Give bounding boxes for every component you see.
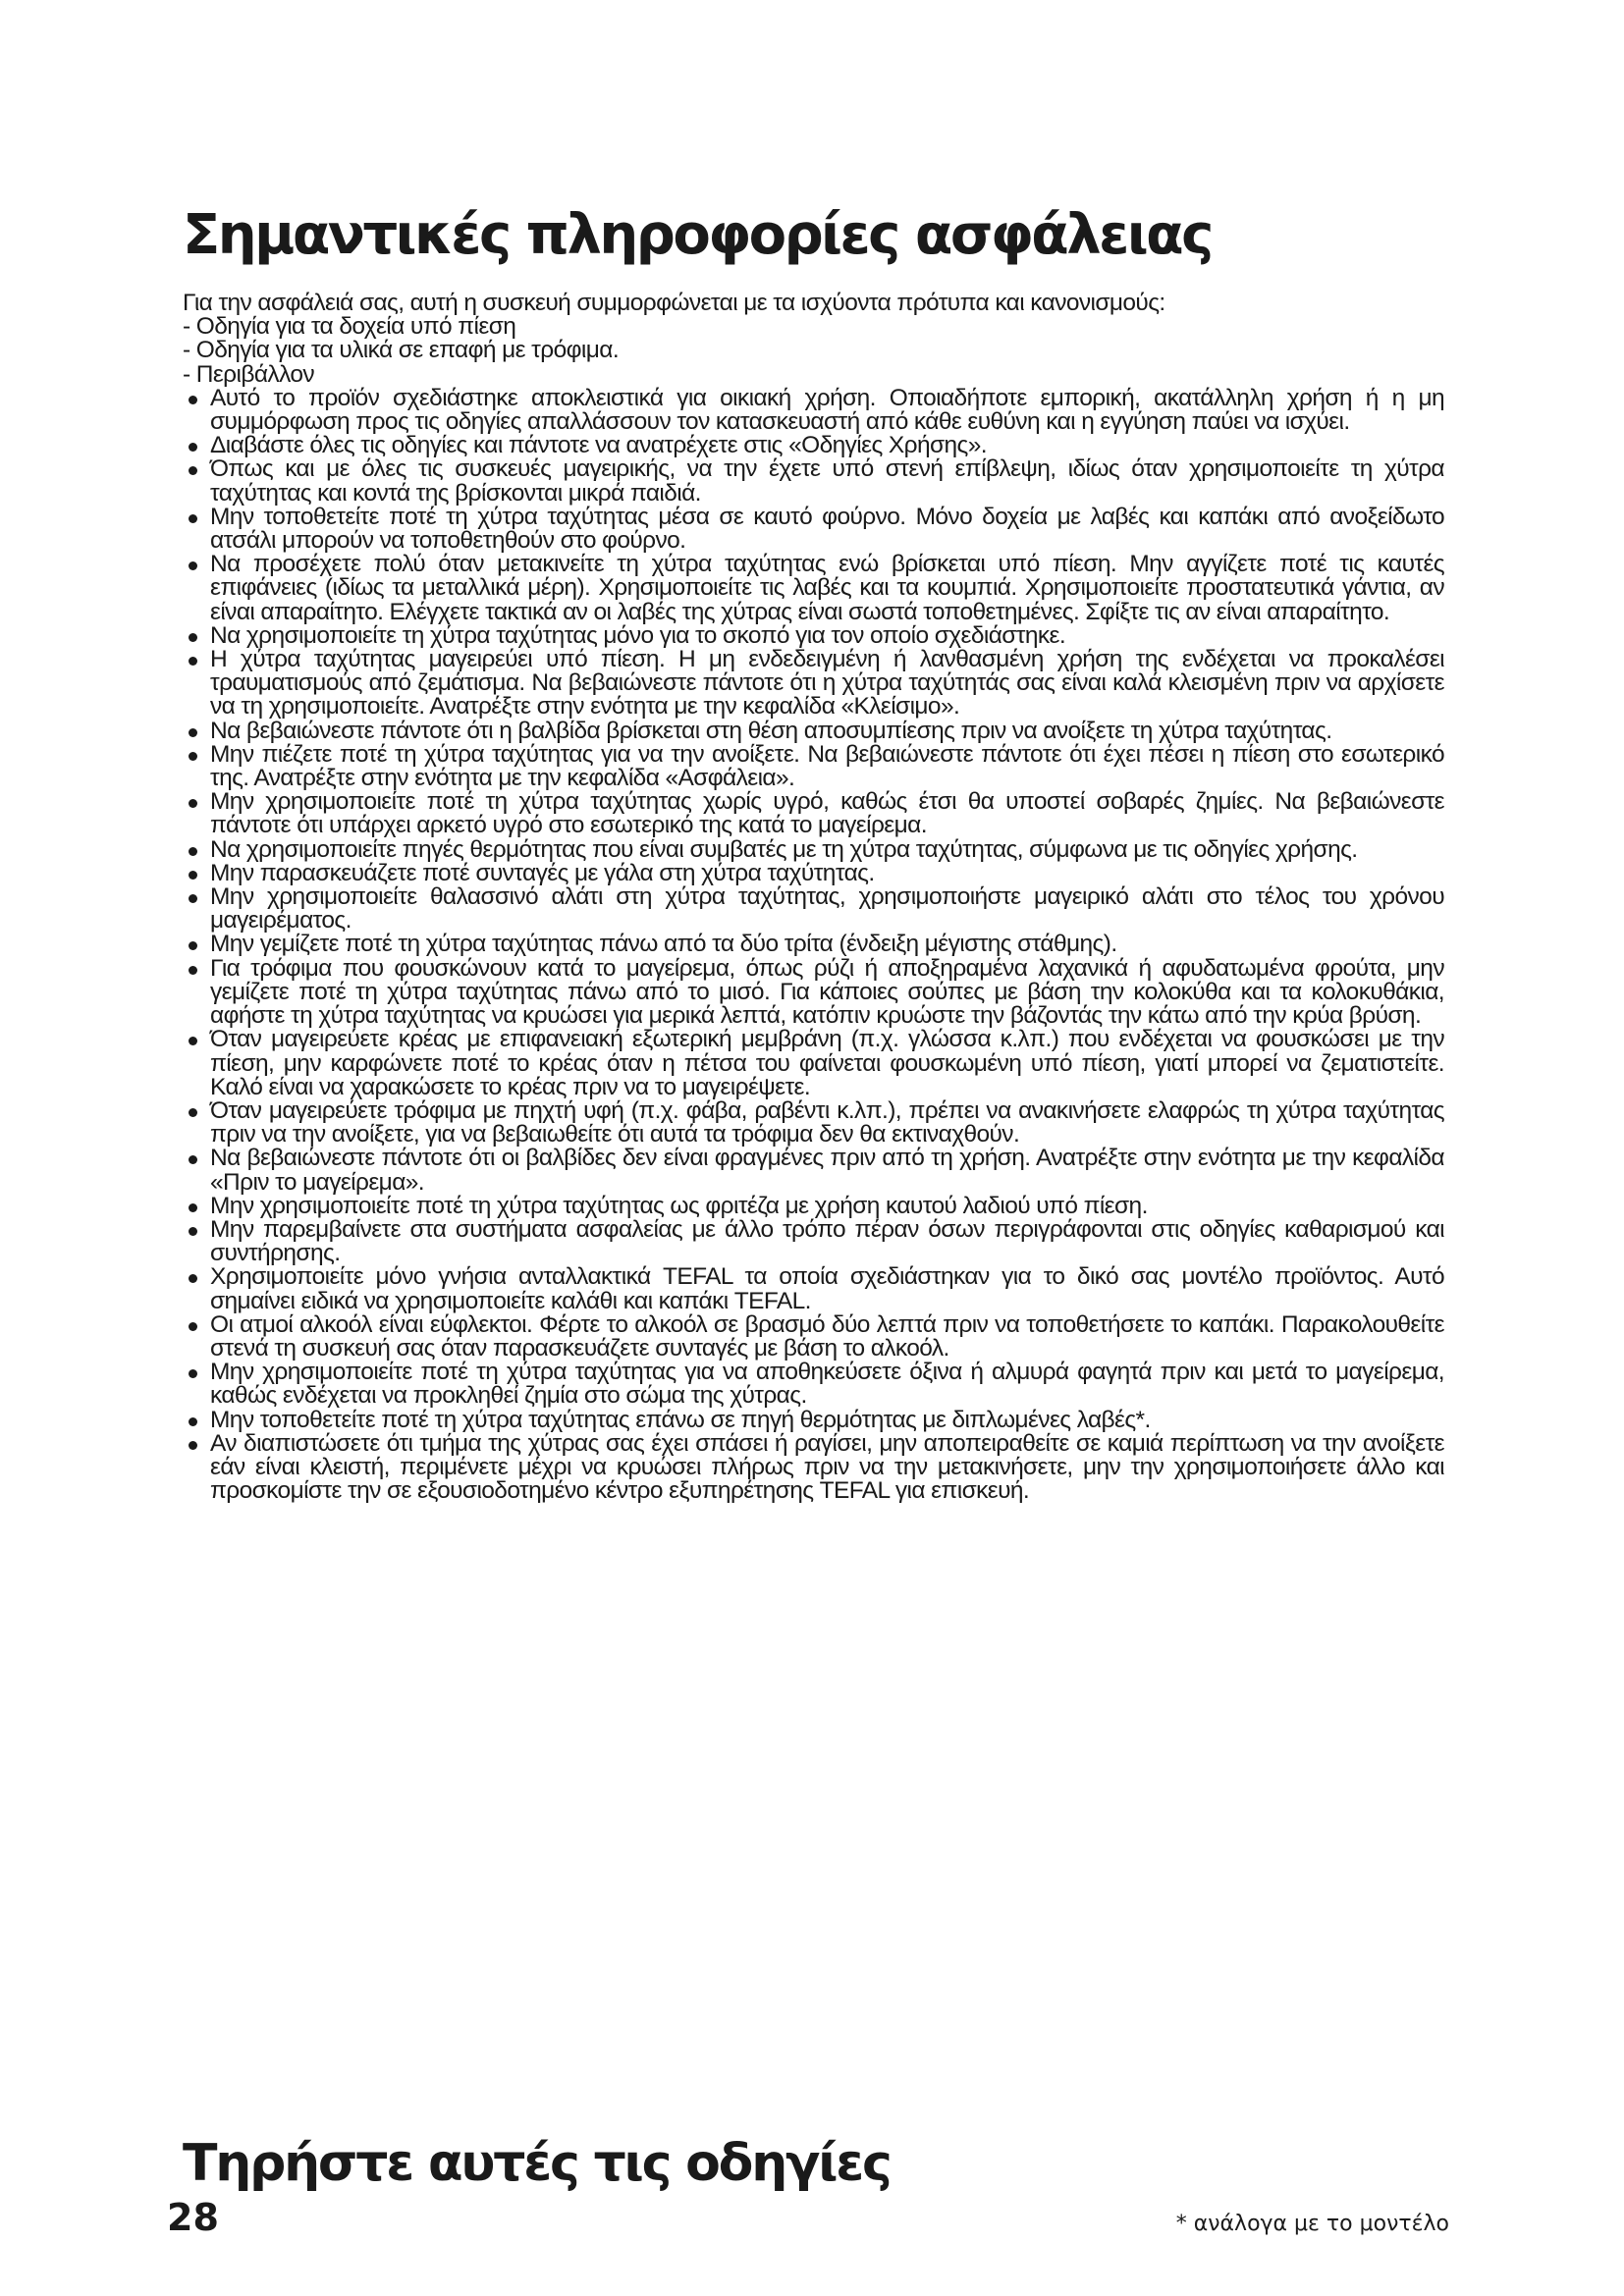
- list-item: Όταν μαγειρεύετε κρέας με επιφανειακή εξωτερική μεμβράνη (π.χ. γλώσσα κ.λπ.) που ενδέχεται να φουσκώσει με την πίεση, μην καρφώνετε ποτέ το κρέας όταν η πέτσα του φαίνεται φουσκωμένη υπό πίεση, γιατί μπορεί να ζεματιστείτε. Καλό είναι να χαρακώσετε το κρέας πριν να το μαγειρέψετε.: [183, 1028, 1444, 1099]
- intro-line: Για την ασφάλειά σας, αυτή η συσκευή συμμορφώνεται με τα ισχύοντα πρότυπα και κανονισμούς:: [183, 290, 1165, 316]
- list-item: Διαβάστε όλες τις οδηγίες και πάντοτε να ανατρέχετε στις «Οδηγίες Χρήσης».: [183, 434, 1444, 457]
- list-item: Μην χρησιμοποιείτε ποτέ τη χύτρα ταχύτητας ως φριτέζα με χρήση καυτού λαδιού υπό πίεση.: [183, 1195, 1444, 1218]
- list-item: Μην χρησιμοποιείτε ποτέ τη χύτρα ταχύτητας για να αποθηκεύσετε όξινα ή αλμυρά φαγητά πριν και μετά το μαγείρεμα, καθώς ενδέχεται να προκληθεί ζημία στο σώμα της χύτρας.: [183, 1361, 1444, 1408]
- list-item: Αυτό το προϊόν σχεδιάστηκε αποκλειστικά για οικιακή χρήση. Οποιαδήποτε εμπορική, ακατάλληλη χρήση ή η μη συμμόρφωση προς τις οδηγίες απαλλάσσουν τον κατασκευαστή από κάθε ευθύνη και η εγγύηση παύει να ισχύει.: [183, 387, 1444, 434]
- list-item: Να βεβαιώνεστε πάντοτε ότι η βαλβίδα βρίσκεται στη θέση αποσυμπίεσης πριν να ανοίξετε τη χύτρα ταχύτητας.: [183, 720, 1444, 743]
- list-item: Μην πιέζετε ποτέ τη χύτρα ταχύτητας για να την ανοίξετε. Να βεβαιώνεστε πάντοτε ότι έχει πέσει η πίεση στο εσωτερικό της. Ανατρέξτε στην ενότητα με την κεφαλίδα «Ασφάλεια».: [183, 743, 1444, 790]
- footnote: * ανάλογα με το μοντέλο: [1175, 2212, 1449, 2236]
- list-item: Για τρόφιμα που φουσκώνουν κατά το μαγείρεμα, όπως ρύζι ή αποξηραμένα λαχανικά ή αφυδατωμένα φρούτα, μην γεμίζετε ποτέ τη χύτρα ταχύτητας πάνω από το μισό. Για κάποιες σούπες με βάση την κολοκύθα και τα κολοκυθάκια, αφήστε τη χύτρα ταχύτητας να κρυώσει για μερικά λεπτά, κατόπιν κρυώστε την βάζοντάς την κάτω από την κρύα βρύση.: [183, 957, 1444, 1029]
- list-item: Η χύτρα ταχύτητας μαγειρεύει υπό πίεση. Η μη ενδεδειγμένη ή λανθασμένη χρήση της ενδέχεται να προκαλέσει τραυματισμούς από ζεμάτισμα. Να βεβαιώνεστε πάντοτε ότι η χύτρα ταχύτητάς σας είναι καλά κλεισμένη πριν να αρχίσετε να τη χρησιμοποιείτε. Ανατρέξτε στην ενότητα με την κεφαλίδα «Κλείσιμο».: [183, 648, 1444, 720]
- footer-title: Τηρήστε αυτές τις οδηγίες: [183, 2134, 891, 2193]
- list-item: Μην παρεμβαίνετε στα συστήματα ασφαλείας με άλλο τρόπο πέραν όσων περιγράφονται στις οδηγίες καθαρισμού και συντήρησης.: [183, 1218, 1444, 1265]
- list-item: Μην τοποθετείτε ποτέ τη χύτρα ταχύτητας επάνω σε πηγή θερμότητας με διπλωμένες λαβές*.: [183, 1409, 1444, 1432]
- list-item: Μην γεμίζετε ποτέ τη χύτρα ταχύτητας πάνω από τα δύο τρίτα (ένδειξη μέγιστης στάθμης).: [183, 933, 1444, 956]
- page-title: Σημαντικές πληροφορίες ασφάλειας: [183, 203, 1212, 267]
- list-item: Χρησιμοποιείτε μόνο γνήσια ανταλλακτικά TEFAL τα οποία σχεδιάστηκαν για το δικό σας μοντέλο προϊόντος. Αυτό σημαίνει ειδικά να χρησιμοποιείτε καλάθι και καπάκι TEFAL.: [183, 1265, 1444, 1312]
- list-item: Αν διαπιστώσετε ότι τμήμα της χύτρας σας έχει σπάσει ή ραγίσει, μην αποπειραθείτε σε καμιά περίπτωση να την ανοίξετε εάν είναι κλειστή, περιμένετε μέχρι να κρυώσει πλήρως πριν να την μετακινήσετε, μην την χρησιμοποιήσετε άλλο και προσκομίστε την σε εξουσιοδοτημένο κέντρο εξυπηρέτησης TEFAL για επισκευή.: [183, 1432, 1444, 1504]
- list-item: Να χρησιμοποιείτε τη χύτρα ταχύτητας μόνο για το σκοπό για τον οποίο σχεδιάστηκε.: [183, 624, 1444, 648]
- list-item: Όταν μαγειρεύετε τρόφιμα με πηχτή υφή (π.χ. φάβα, ραβέντι κ.λπ.), πρέπει να ανακινήσετε ελαφρώς τη χύτρα ταχύτητας πριν να την ανοίξετε, για να βεβαιωθείτε ότι αυτά τα τρόφιμα δεν θα εκτιναχθούν.: [183, 1099, 1444, 1147]
- intro-line: - Περιβάλλον: [183, 360, 315, 388]
- list-item: Μην παρασκευάζετε ποτέ συνταγές με γάλα στη χύτρα ταχύτητας.: [183, 862, 1444, 885]
- page-number: 28: [167, 2196, 219, 2239]
- safety-list: [183, 384, 1444, 1505]
- list-item: Μην χρησιμοποιείτε θαλασσινό αλάτι στη χύτρα ταχύτητας, χρησιμοποιήστε μαγειρικό αλάτι στο τέλος του χρόνου μαγειρέματος.: [183, 885, 1444, 933]
- list-item: Μην τοποθετείτε ποτέ τη χύτρα ταχύτητας μέσα σε καυτό φούρνο. Μόνο δοχεία με λαβές και καπάκι από ανοξείδωτο ατσάλι μπορούν να τοποθετηθούν στο φούρνο.: [183, 506, 1444, 553]
- list-item: Όπως και με όλες τις συσκευές μαγειρικής, να την έχετε υπό στενή επίβλεψη, ιδίως όταν χρησιμοποιείτε τη χύτρα ταχύτητας και κοντά της βρίσκονται μικρά παιδιά.: [183, 457, 1444, 505]
- intro-block: [183, 292, 1444, 387]
- list-item: Μην χρησιμοποιείτε ποτέ τη χύτρα ταχύτητας χωρίς υγρό, καθώς έτσι θα υποστεί σοβαρές ζημίες. Να βεβαιώνεστε πάντοτε ότι υπάρχει αρκετό υγρό στο εσωτερικό της κατά το μαγείρεμα.: [183, 790, 1444, 837]
- intro-line: - Οδηγία για τα υλικά σε επαφή με τρόφιμα.: [183, 337, 620, 364]
- list-item: Να χρησιμοποιείτε πηγές θερμότητας που είναι συμβατές με τη χύτρα ταχύτητας, σύμφωνα με τις οδηγίες χρήσης.: [183, 838, 1444, 862]
- intro-line: - Οδηγία για τα δοχεία υπό πίεση: [183, 313, 516, 341]
- list-item: Να προσέχετε πολύ όταν μετακινείτε τη χύτρα ταχύτητας ενώ βρίσκεται υπό πίεση. Μην αγγίζετε ποτέ τις καυτές επιφάνειες (ιδίως τα μεταλλικά μέρη). Χρησιμοποιείτε τις λαβές και τα κουμπιά. Χρησιμοποιείτε προστατευτικά γάντια, αν είναι απαραίτητο. Ελέγχετε τακτικά αν οι λαβές της χύτρας είναι σωστά τοποθετημένες. Σφίξτε τις αν είναι απαραίτητο.: [183, 553, 1444, 624]
- list-item: Να βεβαιώνεστε πάντοτε ότι οι βαλβίδες δεν είναι φραγμένες πριν από τη χρήση. Ανατρέξτε στην ενότητα με την κεφαλίδα «Πριν το μαγείρεμα».: [183, 1147, 1444, 1194]
- list-item: Οι ατμοί αλκοόλ είναι εύφλεκτοι. Φέρτε το αλκοόλ σε βρασμό δύο λεπτά πριν να τοποθετήσετε το καπάκι. Παρακολουθείτε στενά τη συσκευή σας όταν παρασκευάζετε συνταγές με βάση το αλκοόλ.: [183, 1313, 1444, 1361]
- safety-content: [183, 292, 1444, 1503]
